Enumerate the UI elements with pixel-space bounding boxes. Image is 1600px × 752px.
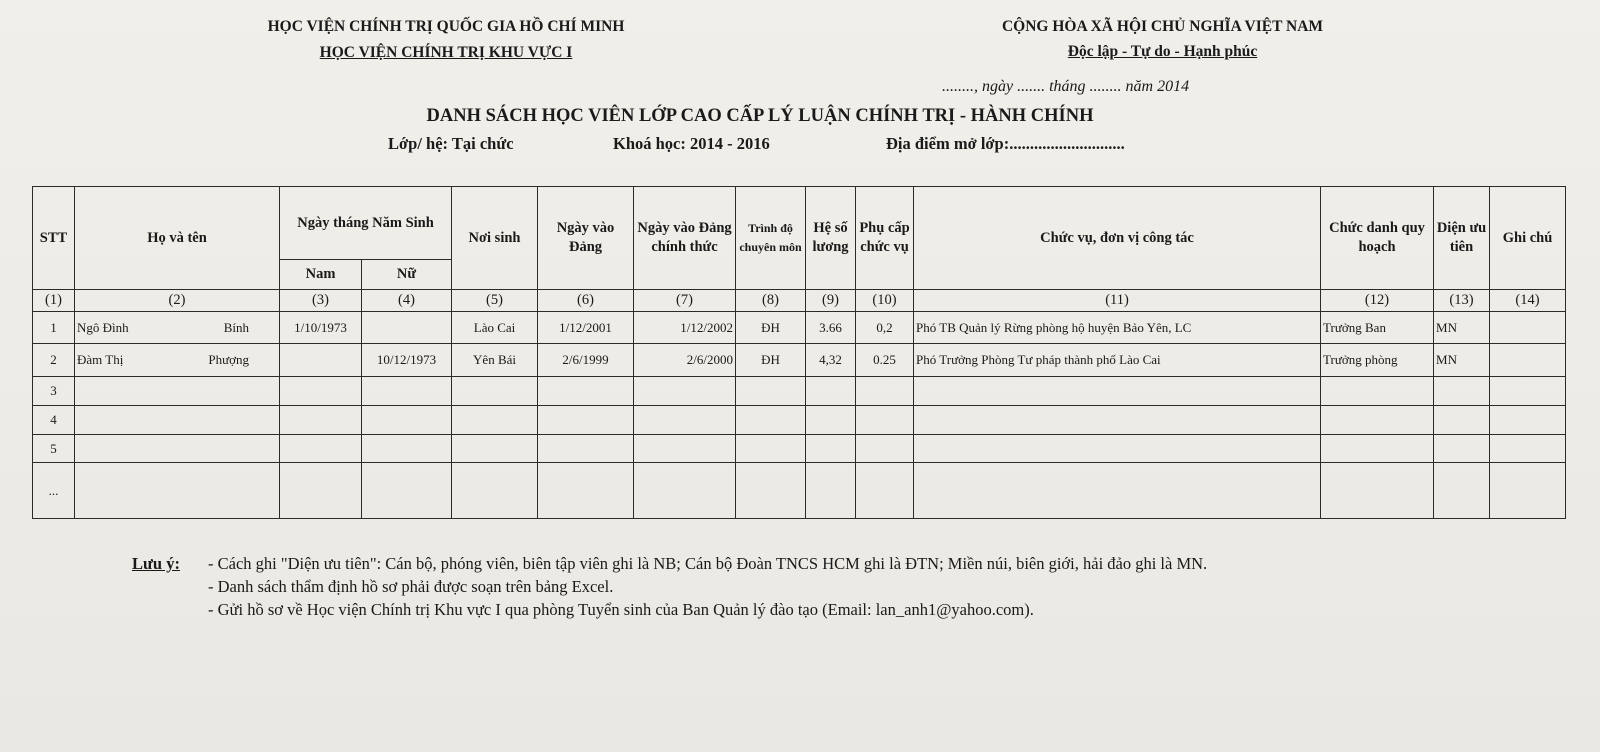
cell-surname: Đàm Thị	[77, 352, 124, 368]
col-number: (5)	[452, 290, 538, 312]
header-position: Chức vụ, đơn vị công tác	[914, 187, 1321, 290]
motto-text: Độc lập - Tự do - Hạnh phúc	[1067, 43, 1258, 60]
cell-stt: 5	[33, 434, 75, 463]
header-party-join: Ngày vào Đảng	[538, 187, 634, 290]
cell-priority: MN	[1434, 312, 1490, 344]
cell-party-join: 1/12/2001	[538, 312, 634, 344]
table-row	[33, 405, 1566, 434]
country-name: CỘNG HÒA XÃ HỘI CHỦ NGHĨA VIỆT NAM	[1001, 18, 1324, 35]
cell-notes	[1490, 312, 1566, 344]
cell-dob-female: 10/12/1973	[362, 344, 452, 377]
header-male: Nam	[280, 260, 362, 290]
cell-position: Phó TB Quản lý Rừng phòng hộ huyện Bảo Yên, LC	[914, 312, 1321, 344]
cell-birthplace: Lào Cai	[452, 312, 538, 344]
cell-name	[75, 344, 280, 377]
cell-dob-female	[362, 312, 452, 344]
cell-salary: 4,32	[806, 344, 856, 377]
col-number: (13)	[1434, 290, 1490, 312]
table-row	[33, 463, 1566, 519]
notes-label: Lưu ý:	[132, 554, 180, 573]
header-party-official: Ngày vào Đảng chính thức	[634, 187, 736, 290]
col-number: (2)	[75, 290, 280, 312]
cell-priority: MN	[1434, 344, 1490, 377]
cell-dob-male: 1/10/1973	[280, 312, 362, 344]
cell-allowance: 0,2	[856, 312, 914, 344]
document-title: DANH SÁCH HỌC VIÊN LỚP CAO CẤP LÝ LUẬN CHÍNH TRỊ - HÀNH CHÍNH	[426, 106, 1094, 126]
cell-stt: 4	[33, 405, 75, 434]
cell-stt: ...	[33, 463, 75, 519]
table-row	[33, 434, 1566, 463]
col-number: (1)	[33, 290, 75, 312]
cell-notes	[1490, 344, 1566, 377]
header-name: Họ và tên	[75, 187, 280, 290]
cell-planned-title: Trưởng phòng	[1321, 344, 1434, 377]
national-motto	[985, 43, 1340, 61]
table-row	[33, 344, 1566, 377]
location-info: Địa điểm mở lớp:............................	[886, 134, 1125, 153]
cell-party-official: 1/12/2002	[634, 312, 736, 344]
note-line: - Danh sách thẩm định hồ sơ phải được soạn trên bảng Excel.	[208, 577, 614, 596]
col-number: (8)	[736, 290, 806, 312]
header-birthplace: Nơi sinh	[452, 187, 538, 290]
col-number: (11)	[914, 290, 1321, 312]
col-number: (7)	[634, 290, 736, 312]
agency-name: HỌC VIỆN CHÍNH TRỊ QUỐC GIA HỒ CHÍ MINH	[267, 18, 625, 35]
notes-section	[132, 552, 1207, 621]
cell-surname: Ngô Đình	[77, 319, 129, 335]
cell-birthplace: Yên Bái	[452, 344, 538, 377]
col-number: (3)	[280, 290, 362, 312]
cell-stt: 2	[33, 344, 75, 377]
class-info: Lớp/ hệ: Tại chức	[388, 134, 514, 153]
header-notes: Ghi chú	[1490, 187, 1566, 290]
header-education: Trình độ chuyên môn	[736, 187, 806, 290]
header-stt: STT	[33, 187, 75, 290]
cell-allowance: 0.25	[856, 344, 914, 377]
cell-party-official: 2/6/2000	[634, 344, 736, 377]
table-row	[33, 377, 1566, 406]
table-row	[33, 312, 1566, 344]
header-salary: Hệ số lương	[806, 187, 856, 290]
header-planned-title: Chức danh quy hoạch	[1321, 187, 1434, 290]
course-info: Khoá học: 2014 - 2016	[613, 134, 770, 153]
cell-stt: 1	[33, 312, 75, 344]
cell-education: ĐH	[736, 312, 806, 344]
col-number: (4)	[362, 290, 452, 312]
header-female: Nữ	[362, 260, 452, 290]
cell-planned-title: Trưởng Ban	[1321, 312, 1434, 344]
student-roster-table	[32, 186, 1566, 519]
cell-position: Phó Trưởng Phòng Tư pháp thành phố Lào Cai	[914, 344, 1321, 377]
cell-name	[75, 312, 280, 344]
dateline: ........, ngày ....... tháng ........ năm 2014	[942, 78, 1190, 95]
cell-salary: 3.66	[806, 312, 856, 344]
col-number: (6)	[538, 290, 634, 312]
col-number: (12)	[1321, 290, 1434, 312]
col-number: (9)	[806, 290, 856, 312]
cell-dob-male	[280, 344, 362, 377]
note-line: - Gửi hồ sơ về Học viện Chính trị Khu vực I qua phòng Tuyển sinh của Ban Quản lý đào tạo (Email: lan_anh1@yahoo.com).	[208, 600, 1034, 619]
sub-agency-name	[222, 44, 670, 62]
cell-party-join: 2/6/1999	[538, 344, 634, 377]
note-line: - Cách ghi "Diện ưu tiên": Cán bộ, phóng viên, biên tập viên ghi là NB; Cán bộ Đoàn TNCS HCM ghi là ĐTN; Miền núi, biên giới, hải đảo ghi là MN.	[208, 554, 1208, 573]
cell-given-name: Phượng	[208, 352, 249, 368]
cell-stt: 3	[33, 377, 75, 406]
sub-agency-text: HỌC VIỆN CHÍNH TRỊ KHU VỰC I	[319, 44, 573, 61]
header-priority: Diện ưu tiên	[1434, 187, 1490, 290]
cell-given-name: Bính	[223, 319, 249, 335]
col-number: (14)	[1490, 290, 1566, 312]
col-number: (10)	[856, 290, 914, 312]
header-allowance: Phụ cấp chức vụ	[856, 187, 914, 290]
cell-education: ĐH	[736, 344, 806, 377]
header-dob: Ngày tháng Năm Sinh	[280, 187, 452, 260]
